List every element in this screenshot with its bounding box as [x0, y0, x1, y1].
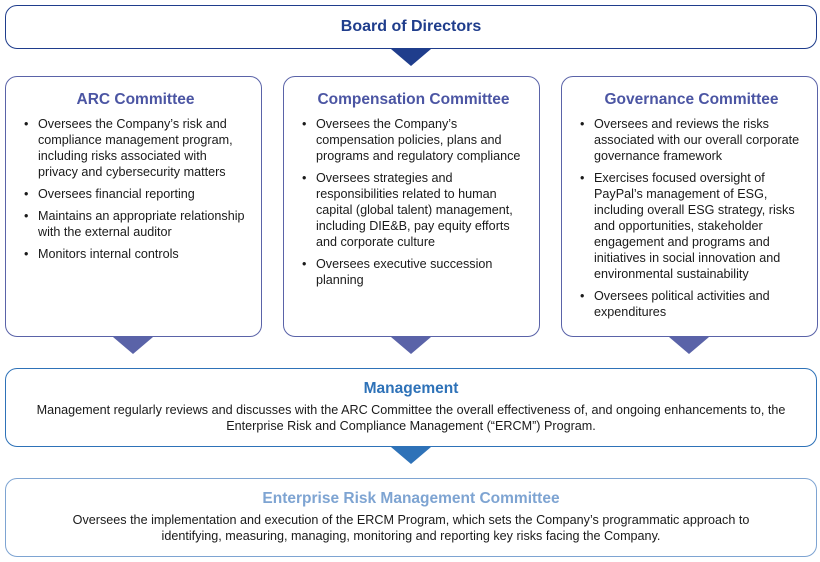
chevron-down-icon: [669, 337, 709, 354]
chevron-down-icon: [113, 337, 153, 354]
board-of-directors-box: [5, 5, 817, 49]
chevron-down-icon: [391, 337, 431, 354]
bullet-item: • Oversees strategies and responsibilities related to human capital (global talent) management, including DIE&B, pay equity efforts and corporate culture: [300, 170, 527, 250]
compensation-committee-box: [283, 76, 540, 337]
chevron-down-icon: [391, 447, 431, 464]
bullet-item: • Oversees financial reporting: [22, 186, 249, 202]
governance-committee-bullets: [578, 116, 805, 320]
arc-committee-bullets: [22, 116, 249, 262]
compensation-committee-bullets: [300, 116, 527, 288]
bullet-item: • Oversees executive succession planning: [300, 256, 527, 288]
bullet-item: • Maintains an appropriate relationship with the external auditor: [22, 208, 249, 240]
bullet-item: • Oversees and reviews the risks associated with our overall corporate governance framework: [578, 116, 805, 164]
arc-committee-title: ARC Committee: [76, 91, 195, 108]
management-box: [5, 368, 817, 447]
management-description: Management regularly reviews and discusses with the ARC Committee the overall effectiveness of, and ongoing enhancements to, the Enterprise Risk and Compliance Management (“ERCM”) Program.: [36, 403, 786, 433]
compensation-committee-title: Compensation Committee: [317, 91, 510, 108]
bullet-item: • Oversees political activities and expenditures: [578, 288, 805, 320]
bullet-item: • Oversees the Company’s risk and compliance management program, including risks associated with privacy and cybersecurity matters: [22, 116, 249, 180]
erm-committee-box: [5, 478, 817, 557]
bullet-item: • Exercises focused oversight of PayPal’s management of ESG, including overall ESG strategy, risks and opportunities, stakeholder engagement and programs and initiatives in social innovation and environmental sustainability: [578, 170, 805, 282]
bullet-item: • Oversees the Company’s compensation policies, plans and programs and regulatory compliance: [300, 116, 527, 164]
erm-committee-description: Oversees the implementation and execution of the ERCM Program, which sets the Company’s programmatic approach to identifying, measuring, managing, monitoring and reporting key risks facing the Company.: [72, 513, 750, 543]
chevron-down-icon: [391, 49, 431, 66]
erm-committee-title: Enterprise Risk Management Committee: [262, 490, 560, 507]
bullet-item: • Monitors internal controls: [22, 246, 249, 262]
governance-committee-box: [561, 76, 818, 337]
board-title: Board of Directors: [340, 18, 482, 35]
arc-committee-box: [5, 76, 262, 337]
governance-committee-title: Governance Committee: [604, 91, 779, 108]
management-title: Management: [363, 380, 459, 397]
